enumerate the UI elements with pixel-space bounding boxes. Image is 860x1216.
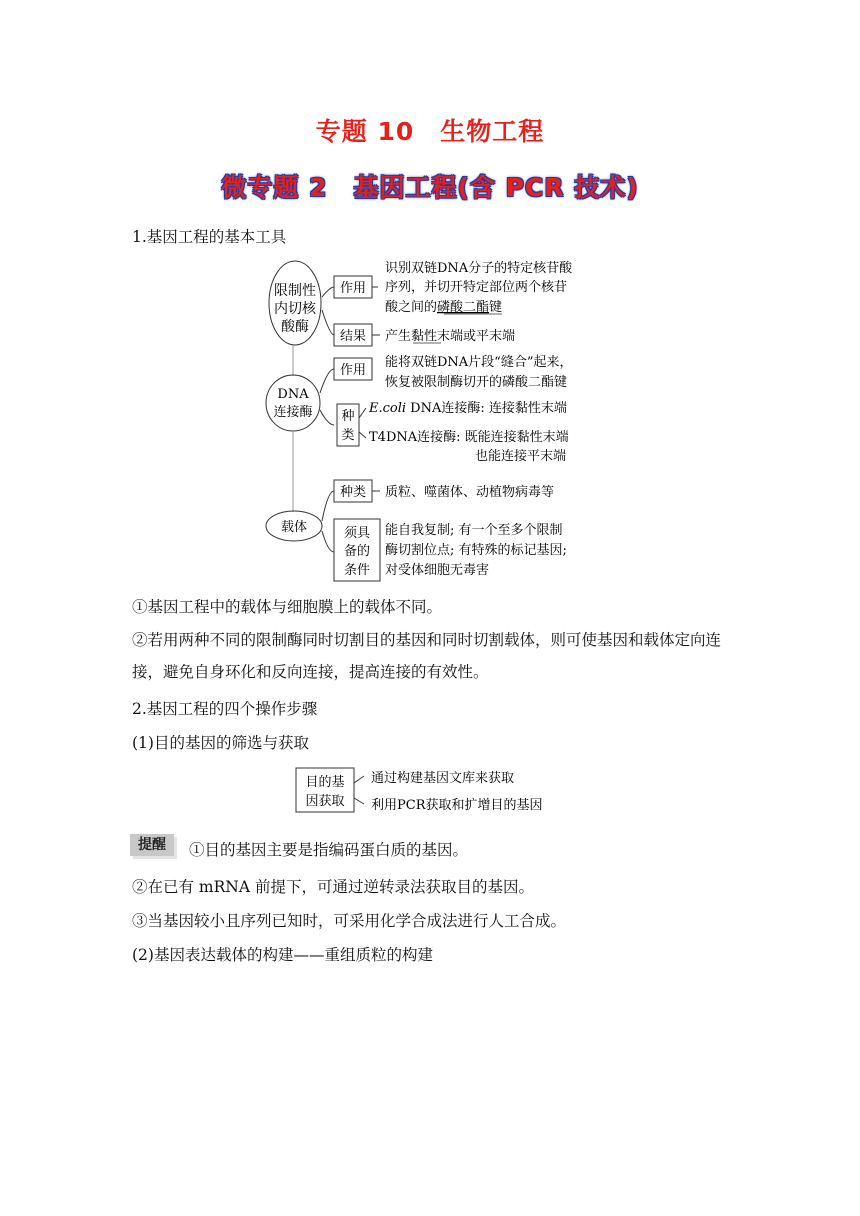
note-1: ①基因工程中的载体与细胞膜上的载体不同。: [132, 598, 443, 616]
tip-2: ②在已有 mRNA 前提下，可通过逆转录法获取目的基因。: [132, 878, 534, 896]
vector-cond-text-3: 对受体细胞无毒害: [385, 563, 490, 578]
gene-acquire-diagram: [290, 764, 580, 820]
vector-kind-label: 种类: [339, 485, 367, 500]
note-2: ②若用两种不同的限制酶同时切割目的基因和同时切割载体，则可使基因和载体定向连接，避免自身环化和反向连接，提高连接的有效性。: [132, 631, 722, 681]
page-title: 专题 10 生物工程: [315, 117, 545, 146]
tools-diagram: [260, 255, 620, 585]
ligase-kind-label-1: 种: [341, 409, 355, 424]
vector-node-label: 载体: [280, 520, 308, 535]
enzyme-func-text-3a: 酸之间的: [385, 300, 438, 315]
gene-acquire-box-label-1: 目的基: [305, 775, 345, 790]
enzyme-node-label-3: 酸酶: [281, 319, 309, 335]
ligase-kind-text-1b: DNA连接酶: 连接黏性末端: [406, 401, 567, 416]
enzyme-result-text-a: 产生: [385, 329, 412, 344]
step2-heading: (2)基因表达载体的构建——重组质粒的构建: [132, 946, 433, 964]
ligase-node-label-2: 连接酶: [273, 405, 313, 420]
vector-cond-text-2: 酶切割位点; 有特殊的标记基因;: [385, 543, 567, 558]
tip-badge: 提醒: [130, 834, 174, 856]
ligase-func-label: 作用: [339, 363, 367, 378]
tip-3: ③当基因较小且序列已知时，可采用化学合成法进行人工合成。: [132, 912, 567, 930]
vector-cond-label-3: 条件: [343, 563, 371, 578]
section1-heading: 1.基因工程的基本工具: [132, 228, 287, 246]
ligase-node: [266, 375, 320, 431]
ligase-func-text-2: 恢复被限制酶切开的磷酸二酯键: [385, 375, 568, 390]
vector-cond-text-1: 能自我复制; 有一个至多个限制: [385, 523, 563, 538]
gene-acquire-branch-1: 通过构建基因文库来获取: [371, 771, 515, 786]
enzyme-func-text-3b: 磷酸二酯: [437, 300, 490, 315]
enzyme-result-text-c: 末端或平末端: [437, 329, 516, 344]
ligase-kind-text-2: T4DNA连接酶: 既能连接黏性末端: [369, 430, 569, 445]
enzyme-func-text-1: 识别双链DNA分子的特定核苷酸: [385, 261, 573, 276]
vector-cond-label-1: 须具: [343, 526, 371, 541]
enzyme-node-label-2: 内切核: [274, 301, 316, 317]
ligase-kind-text-3: 也能连接平末端: [475, 449, 567, 464]
enzyme-func-label: 作用: [339, 281, 367, 296]
ligase-kind-text-1: [368, 400, 567, 416]
ligase-kind-text-1a: E.coli: [369, 401, 407, 416]
ligase-func-text-1: 能将双链DNA片段“缝合”起来，: [385, 355, 573, 370]
vector-kind-text: 质粒、噬菌体、动植物病毒等: [385, 485, 555, 500]
enzyme-result-text: [385, 328, 515, 344]
ligase-node-label-1: DNA: [277, 387, 309, 402]
enzyme-func-text-3: [385, 299, 502, 315]
enzyme-result-text-b: 黏性: [411, 329, 438, 344]
step1-heading: (1)目的基因的筛选与获取: [132, 734, 309, 752]
enzyme-result-label: 结果: [339, 329, 367, 344]
ligase-kind-label-2: 类: [341, 428, 355, 443]
page-subtitle: 微专题 2 基因工程(含 PCR 技术): [221, 173, 639, 202]
gene-acquire-box-label-2: 因获取: [305, 794, 345, 809]
enzyme-node-label-1: 限制性: [274, 283, 316, 299]
enzyme-func-text-2: 序列，并切开特定部位两个核苷: [385, 280, 568, 295]
vector-cond-label-2: 备的: [343, 544, 371, 559]
tip-1: ①目的基因主要是指编码蛋白质的基因。: [189, 841, 469, 859]
section2-heading: 2.基因工程的四个操作步骤: [132, 700, 318, 718]
gene-acquire-branch-2: 利用PCR获取和扩增目的基因: [371, 798, 543, 813]
enzyme-func-text-3c: 键: [489, 300, 503, 315]
